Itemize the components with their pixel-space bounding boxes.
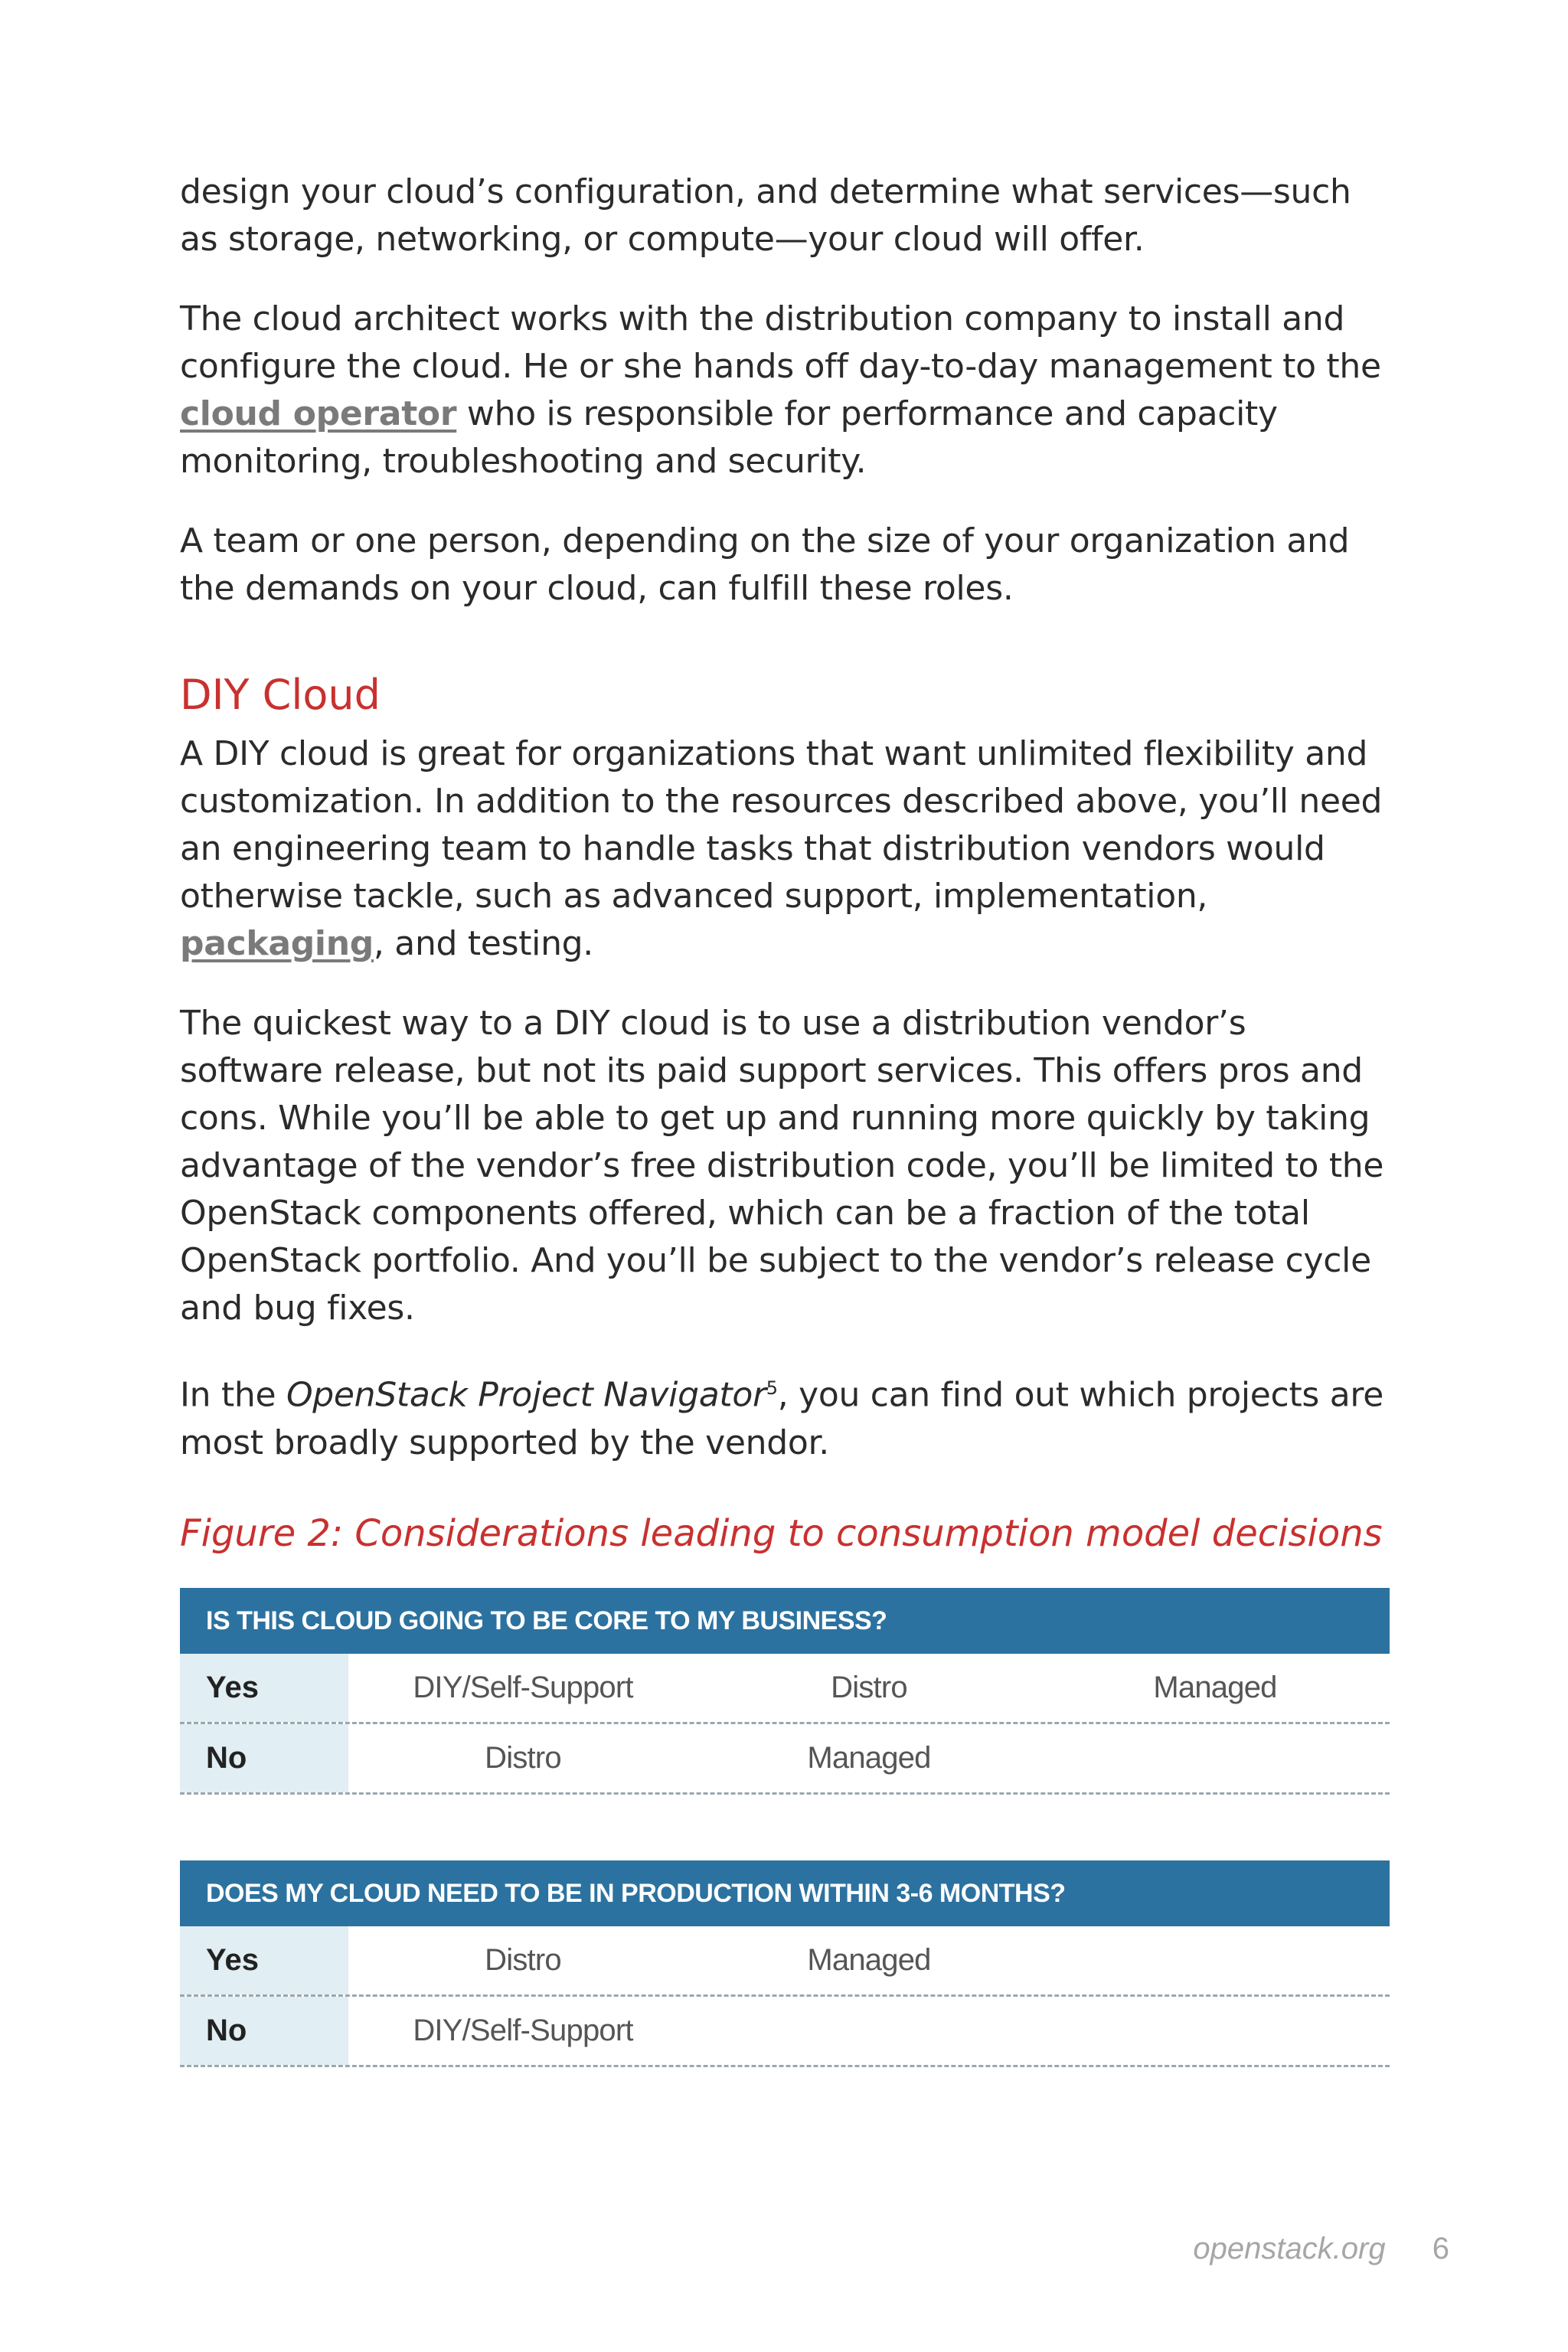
paragraph bbox=[180, 730, 1390, 968]
decision-table-production-timeline bbox=[180, 1860, 1390, 2067]
table-header: DOES MY CLOUD NEED TO BE IN PRODUCTION WITHIN 3-6 MONTHS? bbox=[180, 1860, 1390, 1926]
figure-caption: Figure 2: Considerations leading to consumption model decisions bbox=[180, 1511, 1383, 1555]
table-row bbox=[180, 1926, 1390, 1997]
row-cells bbox=[348, 1997, 1390, 2065]
cloud-operator-link[interactable]: cloud operator bbox=[180, 394, 457, 433]
paragraph-text: , and testing. bbox=[373, 924, 593, 963]
row-cells bbox=[348, 1654, 1390, 1722]
footnote-marker: 5 bbox=[766, 1377, 778, 1399]
table-cell: Distro bbox=[831, 1670, 907, 1704]
table-cell: Distro bbox=[485, 1942, 561, 1977]
section-heading: DIY Cloud bbox=[180, 671, 381, 719]
row-label: No bbox=[180, 1724, 348, 1792]
paragraph-text: A DIY cloud is great for organizations that want unlimited flexibility and customization. In addition to the resources described above, you’ll need an engineering team to handle tasks that distribution vendors would otherwise tackle, such as advanced support, implementation, bbox=[180, 734, 1383, 916]
table-row bbox=[180, 1997, 1390, 2067]
row-label: Yes bbox=[180, 1654, 348, 1722]
row-label: No bbox=[180, 1997, 348, 2065]
document-page bbox=[180, 168, 1390, 2133]
paragraph-text: The cloud architect works with the distribution company to install and configure the cloud. He or she hands off day-to-day management to the bbox=[180, 299, 1381, 386]
table-cell: Managed bbox=[1153, 1670, 1277, 1704]
table-cell: Distro bbox=[485, 1740, 561, 1775]
table-cell: DIY/Self-Support bbox=[413, 1670, 633, 1704]
page-number: 6 bbox=[1432, 2232, 1449, 2265]
table-cell: DIY/Self-Support bbox=[413, 2013, 633, 2047]
row-label: Yes bbox=[180, 1926, 348, 1994]
table-row bbox=[180, 1654, 1390, 1724]
row-cells bbox=[348, 1724, 1390, 1792]
row-cells bbox=[348, 1926, 1390, 1994]
table-cell: Managed bbox=[807, 1740, 931, 1775]
paragraph-text: In the bbox=[180, 1375, 286, 1415]
paragraph-text: who is responsible for performance and capacity monitoring, troubleshooting and security. bbox=[180, 394, 1278, 481]
table-cell: Managed bbox=[807, 1942, 931, 1977]
paragraph: A team or one person, depending on the size of your organization and the demands on your cloud, can fulfill these roles. bbox=[180, 521, 1350, 608]
footer-site[interactable]: openstack.org bbox=[1193, 2232, 1386, 2265]
table-row bbox=[180, 1724, 1390, 1795]
project-navigator-title: OpenStack Project Navigator bbox=[286, 1375, 766, 1415]
paragraph bbox=[180, 1364, 1390, 1467]
table-header: IS THIS CLOUD GOING TO BE CORE TO MY BUSINESS? bbox=[180, 1588, 1390, 1654]
decision-table-core-business bbox=[180, 1588, 1390, 1795]
paragraph-text: , you can find out which projects are most broadly supported by the vendor. bbox=[180, 1375, 1383, 1462]
paragraph: The quickest way to a DIY cloud is to use a distribution vendor’s software release, but not its paid support services. This offers pros and cons. While you’ll be able to get up and running more quickly by taking advantage of the vendor’s free distribution code, you’ll be limited to the OpenStack components offered, which can be a fraction of the total OpenStack portfolio. And you’ll be subject to the vendor’s release cycle and bug fixes. bbox=[180, 1004, 1384, 1328]
page-footer bbox=[1193, 2232, 1449, 2266]
packaging-link[interactable]: packaging bbox=[180, 924, 374, 963]
paragraph bbox=[180, 296, 1390, 485]
paragraph: design your cloud’s configuration, and determine what services—such as storage, networking, or compute—your cloud will offer. bbox=[180, 172, 1351, 259]
